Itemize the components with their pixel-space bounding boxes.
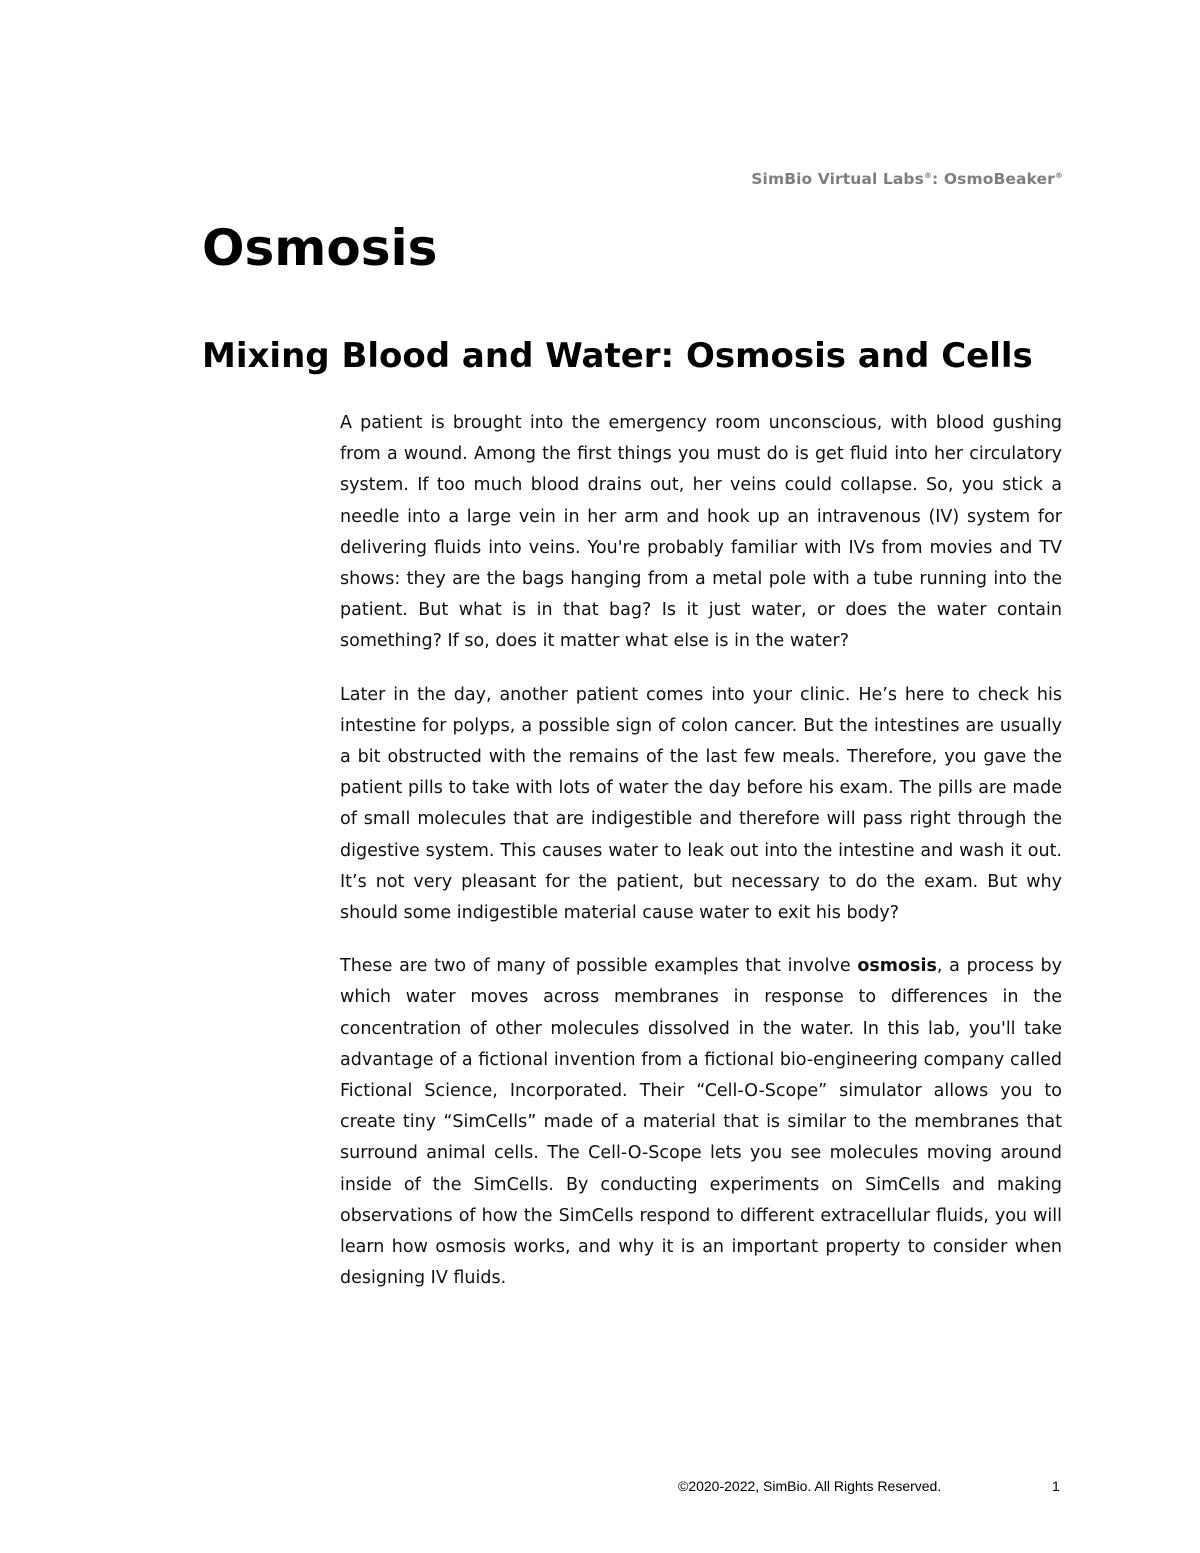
body-text (340, 408, 1062, 1316)
page-number: 1 (1052, 1478, 1060, 1494)
header-product-name: : OsmoBeaker (932, 170, 1055, 188)
paragraph-3 (340, 951, 1062, 1294)
paragraph-3-rest: , a process by which water moves across membranes in response to differences in the concentration of other molecules dissolved in the water. In this lab, you'll take advantage of a fictional invention from a fictional bio-engineering company called Fictional Science, Incorporated. Their “Cell-O-Scope” simulator allows you to create tiny “SimCells” made of a material that is similar to the membranes that surround animal cells. The Cell-O-Scope lets you see molecules moving around inside of the SimCells. By conducting experiments on SimCells and making observations of how the SimCells respond to different extracellular fluids, you will learn how osmosis works, and why it is an important property to consider when designing IV fluids. (340, 956, 1062, 1289)
paragraph-1: A patient is brought into the emergency room unconscious, with blood gushing from a wound. Among the first things you must do is get fluid into her circulatory system. If too much blood drains out, her veins could collapse. So, you stick a needle into a large vein in her arm and hook up an intravenous (IV) system for delivering fluids into veins. You're probably familiar with IVs from movies and TV shows: they are the bags hanging from a metal pole with a tube running into the patient. But what is in that bag? Is it just water, or does the water contain something? If so, does it matter what else is in the water? (340, 413, 1062, 652)
keyword-osmosis: osmosis (857, 956, 937, 977)
footer-copyright: ©2020-2022, SimBio. All Rights Reserved. (678, 1478, 942, 1494)
paragraph-3-intro: These are two of many of possible examples that involve (340, 956, 858, 977)
running-header (751, 170, 1063, 188)
section-title: Mixing Blood and Water: Osmosis and Cells (202, 336, 1033, 376)
registered-mark: ® (1054, 170, 1063, 180)
registered-mark: ® (923, 170, 933, 180)
document-title: Osmosis (202, 219, 438, 277)
paragraph-2: Later in the day, another patient comes into your clinic. He’s here to check his intestine for polyps, a possible sign of colon cancer. But the intestines are usually a bit obstructed with the remains of the last few meals. Therefore, you gave the patient pills to take with lots of water the day before his exam. The pills are made of small molecules that are indigestible and therefore will pass right through the digestive system. This causes water to leak out into the intestine and wash it out. It’s not very pleasant for the patient, but necessary to do the exam. But why should some indigestible material cause water to exit his body? (340, 684, 1062, 924)
header-lab-name: SimBio Virtual Labs (751, 170, 924, 188)
